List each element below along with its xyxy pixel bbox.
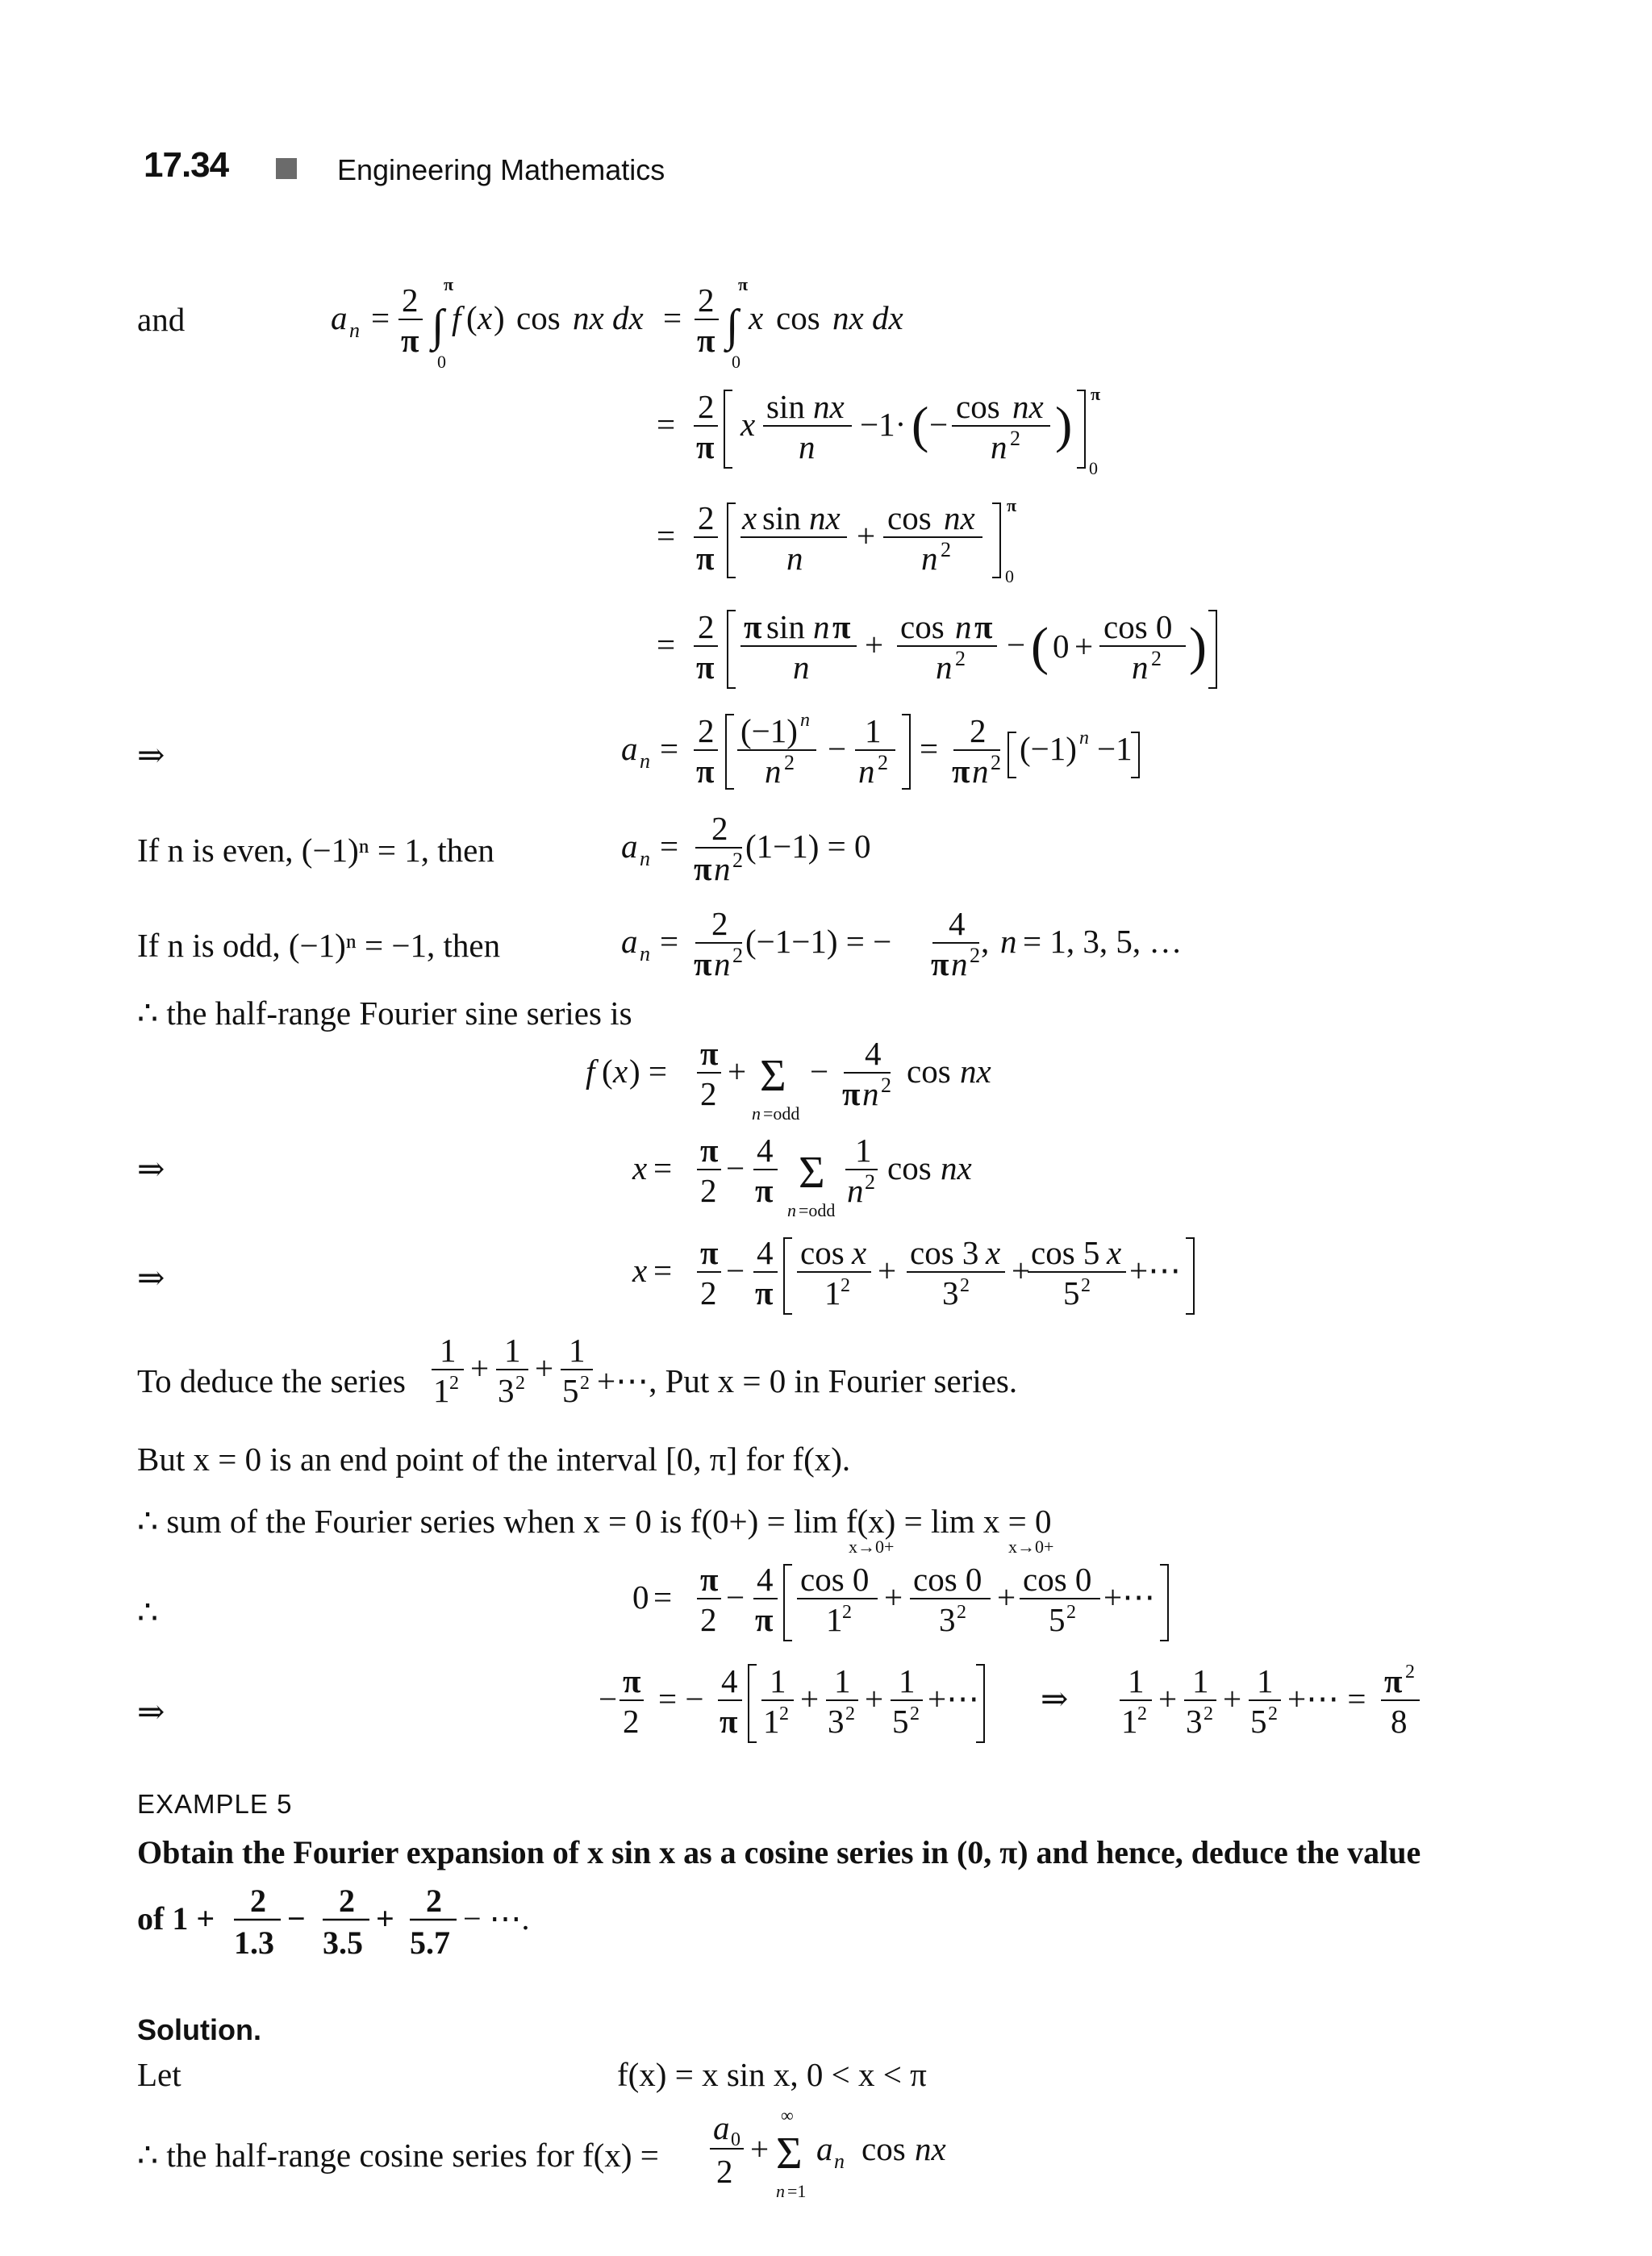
header-square-icon: [276, 158, 297, 179]
svg-text:a: a: [331, 299, 348, 336]
svg-text:1: 1: [1257, 1662, 1274, 1699]
svg-text:∫: ∫: [432, 301, 444, 351]
svg-text:n: n: [765, 753, 782, 790]
svg-text:+: +: [865, 1680, 884, 1717]
svg-text:+: +: [728, 1053, 747, 1090]
svg-text:2: 2: [515, 1373, 525, 1394]
svg-text:x: x: [632, 1252, 648, 1289]
svg-text:nx: nx: [960, 1053, 991, 1090]
svg-text:2: 2: [732, 944, 743, 967]
svg-text:π: π: [696, 753, 715, 790]
svg-text:+: +: [750, 2130, 770, 2167]
svg-text:) =: ) =: [629, 1053, 668, 1090]
svg-text:+: +: [1074, 628, 1094, 665]
example-question-line2: [136, 1879, 587, 1976]
svg-text:=odd: =odd: [763, 1103, 800, 1124]
svg-text:cos: cos: [800, 1234, 845, 1271]
svg-text:2: 2: [716, 2153, 733, 2190]
svg-text:x: x: [478, 299, 493, 336]
svg-text:=: =: [657, 517, 676, 554]
label-if-odd: If n is odd, (−1)ⁿ = −1, then: [137, 927, 501, 964]
svg-text:f: f: [586, 1053, 595, 1090]
svg-text:3: 3: [828, 1703, 845, 1740]
svg-text:2: 2: [910, 1703, 920, 1724]
svg-text:n: n: [799, 428, 816, 465]
svg-text:1: 1: [824, 1274, 841, 1311]
svg-text:n: n: [847, 1172, 864, 1209]
svg-text:−: −: [929, 406, 949, 443]
eq-series-f: [581, 1032, 1032, 1137]
svg-text:π: π: [842, 1075, 861, 1112]
svg-text:x: x: [740, 406, 756, 443]
svg-text:π: π: [832, 608, 851, 645]
svg-text:2: 2: [881, 1074, 891, 1097]
svg-text:n: n: [834, 2150, 845, 2173]
svg-text:−: −: [1007, 626, 1026, 663]
svg-text:0: 0: [632, 1578, 649, 1616]
label-deduce-prefix: To deduce the series: [137, 1362, 406, 1399]
svg-text:3: 3: [939, 1601, 956, 1638]
svg-text:2: 2: [970, 944, 980, 967]
svg-text:−: −: [287, 1900, 306, 1937]
svg-text:2: 2: [580, 1373, 590, 1394]
svg-text:4: 4: [865, 1035, 882, 1072]
svg-text:1: 1: [433, 1372, 450, 1409]
svg-text:(−1): (−1): [1020, 730, 1077, 767]
label-end-point: But x = 0 is an end point of the interval [0, π] for f(x).: [137, 1441, 851, 1478]
svg-text:1: 1: [763, 1703, 780, 1740]
svg-text:−: −: [810, 1053, 829, 1090]
svg-text:1: 1: [1192, 1662, 1209, 1699]
svg-text:5: 5: [1049, 1601, 1066, 1638]
svg-text:,: ,: [981, 923, 990, 960]
svg-text:f: f: [452, 299, 461, 336]
svg-text:(: (: [912, 396, 929, 453]
svg-text:2: 2: [779, 1703, 789, 1724]
svg-text:a: a: [621, 923, 638, 960]
svg-text:n: n: [972, 753, 989, 790]
svg-text:a: a: [816, 2130, 833, 2167]
svg-text:−: −: [828, 730, 847, 767]
page-number: 17.34: [144, 145, 229, 185]
svg-text:Σ: Σ: [760, 1051, 786, 1101]
svg-text:+: +: [470, 1349, 490, 1387]
svg-text:0: 0: [732, 352, 740, 372]
svg-text:n: n: [991, 428, 1007, 465]
svg-text:1: 1: [440, 1332, 457, 1369]
svg-text:π: π: [720, 1703, 738, 1740]
svg-text:2: 2: [339, 1883, 355, 1919]
svg-text:+: +: [535, 1349, 554, 1387]
svg-text:π: π: [931, 945, 949, 982]
label-implies-3: ⇒: [137, 1259, 165, 1296]
svg-text:π: π: [755, 1172, 774, 1209]
eq-an-definition: [323, 274, 952, 379]
svg-text:−1: −1: [1097, 730, 1133, 767]
svg-text:2: 2: [1151, 647, 1162, 670]
svg-text:1.3: 1.3: [234, 1924, 274, 1961]
eq-an-result: [613, 702, 1194, 807]
label-implies-4: ⇒: [137, 1693, 165, 1730]
svg-text:2: 2: [700, 1075, 717, 1112]
eq-cosine-series: [702, 2105, 976, 2206]
eq-step2: [645, 492, 1049, 597]
svg-text:−: −: [726, 1578, 745, 1616]
svg-text:2: 2: [698, 499, 715, 536]
eq-let: f(x) = x sin x, 0 < x < π: [617, 2056, 927, 2093]
svg-text:+: +: [865, 626, 884, 663]
eq-series-expanded: [621, 1230, 1218, 1331]
svg-text:+: +: [884, 1578, 903, 1616]
svg-text:1: 1: [834, 1662, 851, 1699]
svg-text:+⋯: +⋯: [928, 1680, 980, 1717]
svg-text:=: =: [920, 730, 939, 767]
label-deduce-suffix: +⋯, Put x = 0 in Fourier series.: [597, 1362, 1018, 1399]
svg-text:8: 8: [1391, 1703, 1408, 1740]
svg-text:cos 0: cos 0: [1103, 608, 1173, 645]
svg-text:1: 1: [1121, 1703, 1138, 1740]
svg-text:cos 0: cos 0: [913, 1561, 982, 1598]
svg-text:1: 1: [826, 1601, 843, 1638]
svg-text:2: 2: [426, 1883, 442, 1919]
eq-step1: [645, 379, 1145, 492]
svg-text:π: π: [696, 540, 715, 577]
svg-text:5: 5: [562, 1372, 579, 1409]
svg-text:x: x: [986, 1234, 1001, 1271]
svg-text:n: n: [1132, 648, 1149, 686]
label-half-range-cosine: ∴ the half-range cosine series for f(x) =: [137, 2137, 659, 2174]
svg-text:0: 0: [437, 352, 446, 372]
svg-text:(−1−1) = −: (−1−1) = −: [745, 923, 892, 960]
svg-text:π: π: [1384, 1662, 1403, 1699]
svg-text:⇒: ⇒: [1041, 1680, 1069, 1717]
svg-text:2: 2: [449, 1373, 459, 1394]
svg-text:2: 2: [1405, 1662, 1415, 1683]
svg-text:nx dx: nx dx: [832, 299, 903, 336]
svg-text:1: 1: [865, 712, 882, 749]
label-if-even: If n is even, (−1)ⁿ = 1, then: [137, 832, 494, 869]
svg-text:n: n: [1079, 728, 1089, 749]
svg-text:3: 3: [942, 1274, 959, 1311]
svg-text:nx dx: nx dx: [573, 299, 644, 336]
svg-text:=: =: [660, 923, 679, 960]
svg-text:nx: nx: [813, 388, 845, 425]
svg-text:+: +: [1223, 1680, 1242, 1717]
svg-text:cos 3: cos 3: [910, 1234, 979, 1271]
svg-text:+⋯ =: +⋯ =: [1287, 1680, 1366, 1717]
svg-text:2: 2: [841, 1275, 850, 1296]
svg-text:): ): [1055, 396, 1073, 453]
svg-text:π: π: [974, 608, 993, 645]
svg-text:n: n: [752, 1103, 761, 1124]
svg-text:2: 2: [878, 751, 888, 774]
svg-text:=1: =1: [787, 2181, 807, 2201]
svg-text:2: 2: [1137, 1703, 1147, 1724]
svg-text:n: n: [800, 710, 810, 731]
svg-text:5: 5: [1250, 1703, 1267, 1740]
svg-text:π: π: [697, 322, 715, 359]
svg-text:=: =: [653, 1252, 673, 1289]
svg-text:0: 0: [1089, 458, 1098, 478]
svg-text:+: +: [857, 517, 876, 554]
svg-text:sin: sin: [766, 608, 805, 645]
svg-text:π: π: [700, 1132, 719, 1169]
svg-text:=: =: [657, 406, 676, 443]
svg-text:(: (: [466, 299, 478, 336]
svg-text:2: 2: [711, 905, 728, 942]
eq-an-even: [613, 803, 936, 899]
svg-text:x: x: [613, 1053, 628, 1090]
label-therefore: ∴: [137, 1594, 159, 1631]
svg-text:): ): [1189, 617, 1207, 676]
svg-text:1: 1: [504, 1332, 521, 1369]
svg-text:2: 2: [250, 1883, 266, 1919]
svg-text:+: +: [800, 1680, 820, 1717]
svg-text:n: n: [714, 945, 731, 982]
svg-text:4: 4: [949, 905, 966, 942]
svg-text:=: =: [660, 828, 679, 865]
svg-text:(−1): (−1): [740, 712, 798, 749]
svg-text:n: n: [1000, 923, 1017, 960]
label-implies-2: ⇒: [137, 1150, 165, 1187]
svg-text:∫: ∫: [726, 301, 739, 351]
svg-text:=: =: [371, 299, 390, 336]
svg-text:−: −: [726, 1252, 745, 1289]
svg-text:1: 1: [899, 1662, 916, 1699]
svg-text:=: =: [657, 626, 676, 663]
svg-text:of 1 +: of 1 +: [137, 1900, 215, 1937]
svg-text:−: −: [599, 1680, 618, 1717]
svg-text:4: 4: [721, 1662, 738, 1699]
svg-text:4: 4: [757, 1132, 774, 1169]
svg-text:− ⋯.: − ⋯.: [463, 1900, 530, 1937]
svg-text:nx: nx: [1012, 388, 1044, 425]
svg-text:2: 2: [1066, 1602, 1076, 1623]
limit-subscript-2: x→0+: [1008, 1537, 1054, 1557]
svg-text:2: 2: [842, 1602, 852, 1623]
svg-text:0: 0: [1053, 628, 1070, 665]
svg-text:cos: cos: [907, 1053, 951, 1090]
svg-text:π: π: [623, 1662, 641, 1699]
svg-text:π: π: [401, 322, 419, 359]
svg-text:n: n: [786, 540, 803, 577]
svg-text:2: 2: [941, 538, 951, 561]
svg-text:∞: ∞: [781, 2105, 794, 2125]
svg-text:x: x: [1107, 1234, 1122, 1271]
svg-text:nx: nx: [941, 1149, 972, 1186]
svg-text:π: π: [444, 274, 454, 294]
svg-text:5: 5: [1063, 1274, 1080, 1311]
svg-text:cos: cos: [900, 608, 945, 645]
eq-series-x: [621, 1129, 1008, 1230]
svg-text:nx: nx: [915, 2130, 946, 2167]
svg-text:+: +: [1012, 1252, 1031, 1289]
svg-text:π: π: [738, 274, 749, 294]
svg-text:n: n: [640, 847, 650, 870]
svg-text:n: n: [858, 753, 875, 790]
svg-text:n: n: [776, 2181, 785, 2201]
svg-text:3.5: 3.5: [323, 1924, 363, 1961]
svg-text:=: =: [660, 730, 679, 767]
svg-text:2: 2: [865, 1170, 875, 1194]
svg-text:2: 2: [1010, 427, 1020, 450]
svg-text:π: π: [1007, 495, 1017, 515]
svg-text:π: π: [694, 945, 712, 982]
svg-text:=odd: =odd: [799, 1200, 836, 1220]
svg-text:2: 2: [698, 712, 715, 749]
svg-text:= 1, 3, 5, …: = 1, 3, 5, …: [1023, 923, 1183, 960]
svg-text:π: π: [755, 1601, 774, 1638]
svg-text:+: +: [376, 1900, 394, 1937]
svg-text:1: 1: [1128, 1662, 1145, 1699]
svg-text:cos: cos: [956, 388, 1000, 425]
eq-an-odd: [613, 898, 1226, 995]
svg-text:n: n: [640, 749, 650, 773]
svg-text:2: 2: [732, 849, 743, 872]
svg-text:−: −: [726, 1149, 745, 1186]
label-implies-1: ⇒: [137, 736, 165, 774]
svg-text:π: π: [700, 1561, 719, 1598]
svg-text:2: 2: [1081, 1275, 1091, 1296]
svg-text:n: n: [349, 319, 360, 342]
svg-text:2: 2: [991, 751, 1001, 774]
svg-text:cos 5: cos 5: [1031, 1234, 1100, 1271]
label-let: Let: [137, 2056, 181, 2093]
svg-text:cos: cos: [861, 2130, 906, 2167]
svg-text:cos: cos: [887, 1149, 932, 1186]
svg-text:2: 2: [955, 647, 966, 670]
svg-text:n: n: [793, 648, 810, 686]
svg-text:1: 1: [569, 1332, 586, 1369]
svg-text:2: 2: [698, 388, 715, 425]
eq-final: [589, 1653, 1444, 1758]
solution-label: Solution.: [137, 2013, 261, 2046]
svg-text:2: 2: [711, 810, 728, 847]
svg-text:4: 4: [757, 1561, 774, 1598]
svg-text:3: 3: [498, 1372, 515, 1409]
example-question-line1: Obtain the Fourier expansion of x sin x as a cosine series in (0, π) and hence, deduce the value: [137, 1834, 1421, 1870]
svg-text:sin: sin: [766, 388, 805, 425]
svg-text:cos 0: cos 0: [1023, 1561, 1092, 1598]
svg-text:π: π: [744, 608, 762, 645]
limit-subscript-1: x→0+: [849, 1537, 895, 1557]
svg-text:π: π: [696, 428, 715, 465]
label-half-range-sine: ∴ the half-range Fourier sine series is: [137, 995, 632, 1032]
svg-text:−1·: −1·: [860, 406, 907, 443]
svg-text:cos 0: cos 0: [800, 1561, 870, 1598]
eq-step3: [645, 601, 1226, 706]
svg-text:n: n: [862, 1075, 879, 1112]
svg-text:Σ: Σ: [776, 2129, 803, 2179]
svg-text:1: 1: [855, 1132, 872, 1169]
svg-text:2: 2: [784, 751, 795, 774]
svg-text:π: π: [1091, 384, 1101, 404]
svg-text:sin: sin: [762, 499, 801, 536]
svg-text:n: n: [787, 1200, 796, 1220]
svg-text:0: 0: [731, 2129, 740, 2150]
book-title: Engineering Mathematics: [337, 153, 665, 186]
svg-text:π: π: [694, 850, 712, 887]
svg-text:π: π: [696, 648, 715, 686]
svg-text:(: (: [602, 1053, 613, 1090]
svg-text:x: x: [632, 1149, 648, 1186]
svg-text:3: 3: [1186, 1703, 1203, 1740]
svg-text:+⋯: +⋯: [1129, 1252, 1182, 1289]
svg-text:x: x: [852, 1234, 867, 1271]
svg-text:2: 2: [402, 281, 419, 319]
svg-text:2: 2: [1268, 1703, 1278, 1724]
svg-text:n: n: [714, 850, 731, 887]
svg-text:2: 2: [700, 1172, 717, 1209]
svg-text:π: π: [952, 753, 970, 790]
svg-text:2: 2: [960, 1275, 970, 1296]
svg-text:5.7: 5.7: [410, 1924, 450, 1961]
svg-text:=: =: [663, 299, 682, 336]
label-and: and: [137, 301, 186, 338]
svg-text:+⋯: +⋯: [1103, 1578, 1156, 1616]
svg-text:=: =: [653, 1578, 673, 1616]
svg-text:a: a: [621, 730, 638, 767]
svg-text:2: 2: [700, 1274, 717, 1311]
eq-at-zero: [621, 1557, 1202, 1658]
svg-text:2: 2: [970, 712, 987, 749]
svg-text:+: +: [878, 1252, 897, 1289]
svg-text:2: 2: [698, 281, 715, 319]
svg-text:x: x: [749, 299, 764, 336]
svg-text:2: 2: [698, 608, 715, 645]
svg-text:n: n: [813, 608, 830, 645]
svg-text:cos: cos: [776, 299, 820, 336]
svg-text:2: 2: [957, 1602, 966, 1623]
svg-text:): ): [494, 299, 505, 336]
svg-text:+: +: [1158, 1680, 1178, 1717]
svg-text:a: a: [713, 2109, 730, 2146]
svg-text:cos: cos: [516, 299, 561, 336]
svg-text:(1−1) = 0: (1−1) = 0: [745, 828, 871, 865]
svg-text:(: (: [1031, 617, 1049, 676]
svg-text:π: π: [700, 1234, 719, 1271]
svg-text:4: 4: [757, 1234, 774, 1271]
svg-text:π: π: [700, 1035, 719, 1072]
svg-text:n: n: [936, 648, 953, 686]
example-heading: EXAMPLE 5: [137, 1789, 293, 1819]
svg-text:2: 2: [845, 1703, 855, 1724]
svg-text:+: +: [997, 1578, 1016, 1616]
label-sum-when-zero: ∴ sum of the Fourier series when x = 0 is f(0+) = lim f(x) = lim x = 0: [137, 1503, 1052, 1540]
svg-text:2: 2: [623, 1703, 640, 1740]
svg-text:a: a: [621, 828, 638, 865]
svg-text:cos: cos: [887, 499, 932, 536]
svg-text:n: n: [640, 942, 650, 965]
svg-text:π: π: [755, 1274, 774, 1311]
svg-text:= −: = −: [658, 1680, 704, 1717]
svg-text:n: n: [921, 540, 938, 577]
svg-text:nx: nx: [944, 499, 975, 536]
svg-text:x: x: [742, 499, 757, 536]
svg-text:2: 2: [700, 1601, 717, 1638]
svg-text:2: 2: [1204, 1703, 1213, 1724]
svg-text:Σ: Σ: [799, 1148, 825, 1198]
svg-text:n: n: [955, 608, 972, 645]
svg-text:5: 5: [892, 1703, 909, 1740]
svg-text:1: 1: [770, 1662, 786, 1699]
svg-text:nx: nx: [809, 499, 841, 536]
svg-text:0: 0: [1005, 566, 1014, 586]
svg-text:n: n: [951, 945, 968, 982]
svg-text:=: =: [653, 1149, 673, 1186]
